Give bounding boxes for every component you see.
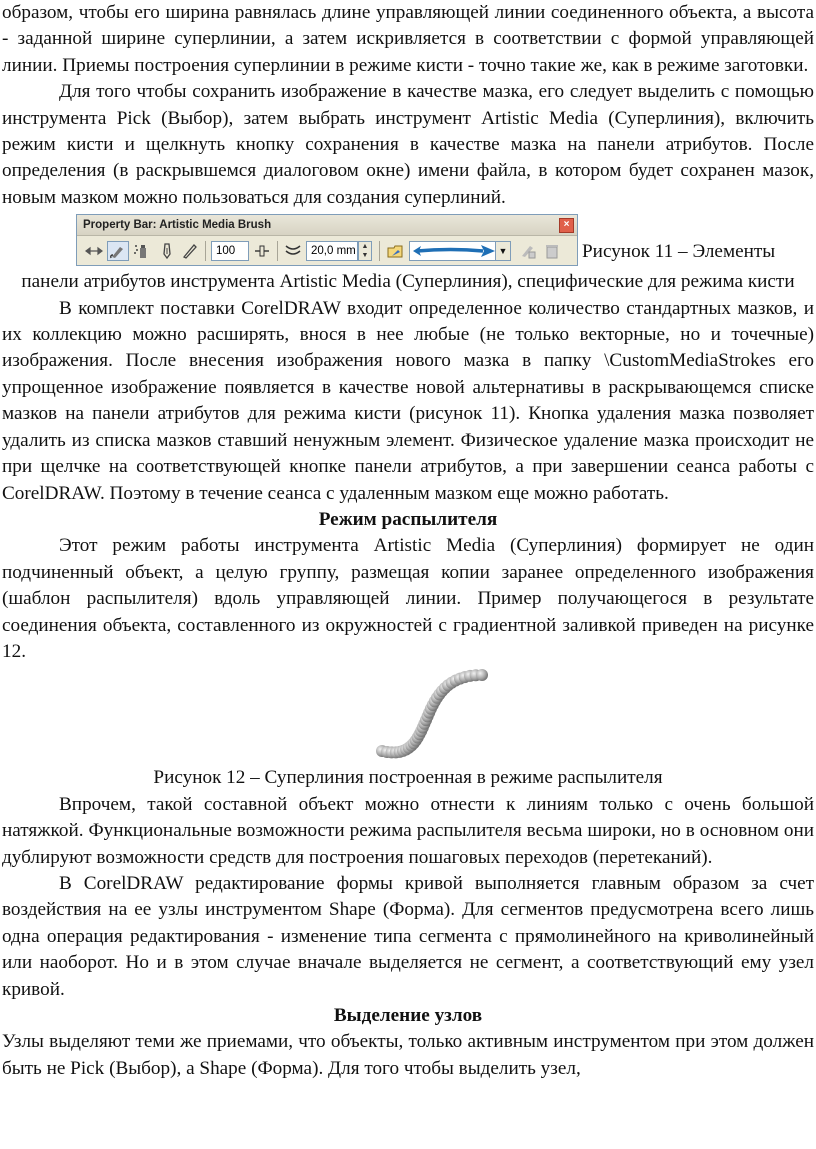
browse-folder-button[interactable]	[385, 241, 407, 261]
preset-icon	[84, 242, 104, 260]
heading-sprayer-mode: Режим распылителя	[318, 508, 498, 530]
paragraph-3: В комплект поставки CorelDRAW входит определенное количество стандартных мазков, и их коллекцию можно расширять, внося в нее любые (не только векторные, но и точечные) изображения. После внесения изображения нового мазка в папку \CustomMediaStrokes его упрощенное изображение появляется в качестве новой альтернативы в раскрывающемся списке мазков на панели атрибутов для режима кисти (рисунок 11). Кнопка удаления мазка позволяет удалить из списка мазков ставший ненужным элемент. Физическое удаление мазка происходит не при щелчке на соответствующей кнопке панели атрибутов, а при завершении сеанса работы с CorelDRAW. Поэтому в течение сеанса с удаленным мазком еще можно работать.	[2, 297, 814, 504]
heading-node-selection: Выделение узлов	[333, 1005, 483, 1026]
figure-11-caption-start: Рисунок 11 – Элементы	[582, 241, 776, 263]
stroke-list-dropdown[interactable]	[409, 241, 511, 261]
figure-12	[0, 665, 816, 765]
smoothing-slider-button[interactable]	[251, 241, 273, 261]
paragraph-7: Узлы выделяют теми же приемами, что объекты, только активным инструментом при этом должен быть не Pick (Выбор), а Shape (Форма). Для того чтобы выделить узел,	[2, 1031, 814, 1079]
toolbar-separator	[277, 241, 278, 261]
delete-stroke-button[interactable]	[541, 241, 563, 261]
brush-icon	[108, 242, 128, 260]
close-button[interactable]: ×	[559, 218, 574, 233]
sprayer-icon	[132, 242, 152, 260]
stroke-width-field[interactable]: 20,0 mm	[306, 241, 358, 261]
pressure-mode-button[interactable]	[179, 241, 201, 261]
stroke-width-icon	[283, 242, 303, 260]
brush-mode-button[interactable]	[107, 241, 129, 261]
stroke-width-stepper[interactable]	[358, 241, 372, 261]
sprayer-spiral-image	[370, 665, 500, 765]
stroke-width-icon-button	[282, 241, 304, 261]
trash-icon	[542, 242, 562, 260]
property-bar-title: Property Bar: Artistic Media Brush	[83, 219, 272, 232]
spray-bead	[476, 669, 488, 681]
save-brush-icon	[518, 242, 538, 260]
paragraph-5: Впрочем, такой составной объект можно отнести к линиям только с очень большой натяжкой. Функциональные возможности режима распылителя весьма широки, но в основном они дублируют возможности средств для построения пошаговых переходов (перетеканий).	[2, 793, 814, 868]
slider-icon	[252, 242, 272, 260]
figure-11-caption: панели атрибутов инструмента Artistic Media (Суперлиния), специфические для режима кисти	[21, 271, 795, 293]
paragraph-4: Этот режим работы инструмента Artistic Media (Суперлиния) формирует не один подчиненный объект, а целую группу, размещая копии заранее определенного изображения (шаблон распылителя) вдоль управляющей линии. Пример получающегося в результате соединения объекта, составленного из окружностей с градиентной заливкой приведен на рисунке 12.	[2, 535, 814, 662]
chevron-down-icon[interactable]: ▼	[495, 242, 510, 260]
property-bar-tools	[77, 236, 577, 266]
calligraphic-pen-icon	[156, 242, 176, 260]
save-stroke-button[interactable]	[517, 241, 539, 261]
preset-mode-button[interactable]	[83, 241, 105, 261]
chevron-up-icon[interactable]: ▲	[361, 243, 369, 251]
paragraph-6: В CorelDRAW редактирование формы кривой выполняется главным образом за счет воздействия на ее узлы инструментом Shape (Форма). Для сегментов предусмотрена всего лишь одна операция редактирования - изменение типа сегмента с прямолинейного на криволинейный или наоборот. Но и в этом случае вначале выделяется не сегмент, а соответствующий ему узел кривой.	[2, 872, 814, 1000]
property-bar	[76, 214, 578, 266]
pen-icon	[180, 242, 200, 260]
chevron-down-icon[interactable]: ▼	[361, 252, 369, 260]
figure-12-caption: Рисунок 12 – Суперлиния построенная в режиме распылителя	[153, 767, 663, 789]
figure-11	[0, 211, 816, 269]
folder-icon	[386, 242, 406, 260]
brush-stroke-preview-icon	[411, 242, 497, 260]
sprayer-mode-button[interactable]	[131, 241, 153, 261]
paragraph-2: Для того чтобы сохранить изображение в качестве мазка, его следует выделить с помощью инструмента Pick (Выбор), затем выбрать инструмент Artistic Media (Суперлиния), включить режим кисти и щелкнуть кнопку сохранения в качестве мазка на панели атрибутов. После определения (в раскрывшемся диалоговом окне) имени файла, в котором будет сохранен мазок, новым мазком можно пользоваться для создания суперлиний.	[2, 81, 814, 208]
paragraph-1: образом, чтобы его ширина равнялась длине управляющей линии соединенного объекта, а высота - заданной ширине суперлинии, а затем искривляется в соответствии с формой управляющей линии. Приемы построения суперлинии в режиме кисти - точно такие же, как в режиме заготовки.	[2, 2, 814, 76]
calligraphic-mode-button[interactable]	[155, 241, 177, 261]
smoothing-field[interactable]: 100	[211, 241, 249, 261]
property-bar-titlebar	[77, 215, 577, 236]
toolbar-separator	[379, 241, 380, 261]
toolbar-separator	[205, 241, 206, 261]
